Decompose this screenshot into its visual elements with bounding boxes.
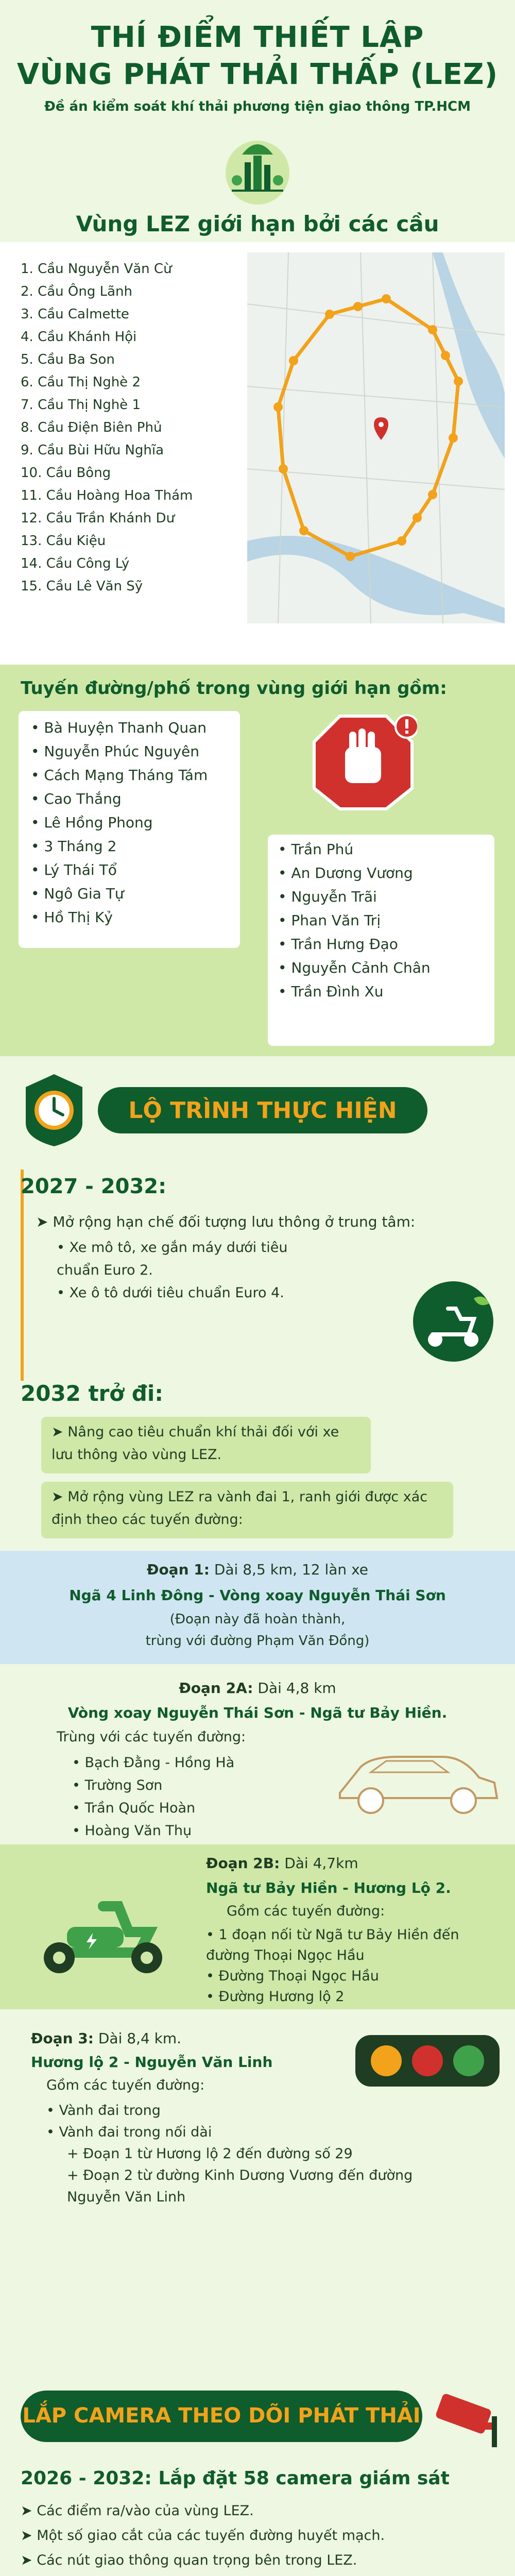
segment3-header: Đoạn 3: Dài 8,4 km. (31, 2030, 182, 2047)
street-item: • Nguyễn Phúc Nguyên (31, 743, 200, 760)
segment2b-header: Đoạn 2B: Dài 4,7km (206, 1855, 358, 1872)
segment2a-item: • Hoàng Văn Thụ (72, 1823, 192, 1839)
segment2b-item: • Đường Thoại Ngọc Hầu (206, 1968, 379, 1984)
segment2b-route: Ngã tư Bảy Hiền - Hương Lộ 2. (206, 1879, 451, 1896)
camera-header (0, 2370, 515, 2468)
lez-map (247, 252, 505, 623)
bridge-item: 4. Cầu Khánh Hội (21, 329, 137, 345)
phase2-b: ➤ Mở rộng vùng LEZ ra vành đai 1, ranh giới được xác định theo các tuyến đường: (52, 1489, 428, 1528)
roadmap-header (0, 1056, 515, 1159)
phase2-a: ➤ Nâng cao tiêu chuẩn khí thải đối với xe lưu thông vào vùng LEZ. (52, 1424, 339, 1463)
camera-phase1-item: ➤ Một số giao cắt của các tuyến đường huyết mạch. (21, 2528, 385, 2544)
bridge-item: 15. Cầu Lê Văn Sỹ (21, 579, 143, 594)
bridge-item: 6. Cầu Thị Nghè 2 (21, 375, 141, 390)
camera-phase1-item (21, 2573, 494, 2576)
camera-content (0, 2468, 515, 2576)
segment2b-list (206, 1925, 494, 2007)
roadmap-phase2 (0, 1381, 515, 2370)
segment2a-item: • Trường Sơn (72, 1777, 163, 1793)
segment2a-item: • Bạch Đằng - Hồng Hà (72, 1755, 235, 1771)
street-item: • Phan Văn Trị (278, 912, 381, 929)
segment2a-header: Đoạn 2A: Dài 4,8 km (179, 1680, 336, 1697)
street-item: • Bà Huyện Thanh Quan (31, 719, 207, 736)
bridge-item: 12. Cầu Trần Khánh Dư (21, 511, 175, 526)
segment1-route: Ngã 4 Linh Đông - Vòng xoay Nguyễn Thái Sơn (69, 1587, 446, 1604)
streets-heading: Tuyến đường/phố trong vùng giới hạn gồm: (21, 678, 447, 699)
segment1-header: Đoạn 1: Dài 8,5 km, 12 làn xe (146, 1561, 369, 1578)
phase2-title: 2032 trở đi: (21, 1381, 164, 1406)
streets-left-list (31, 716, 208, 929)
bridge-item: 8. Cầu Điện Biên Phủ (21, 420, 162, 435)
street-item: • Lê Hồng Phong (31, 814, 153, 831)
segment3-intro: Gồm các tuyến đường: (46, 2077, 205, 2093)
camera-phase1-list (21, 2499, 494, 2576)
bridge-item: 1. Cầu Nguyễn Văn Cừ (21, 261, 172, 277)
phase1-title: 2027 - 2032: (21, 1175, 167, 1198)
clock-icon (21, 1072, 88, 1149)
segment2b-item: • 1 đoạn nối từ Ngã tư Bảy Hiền đến đường Thoại Ngọc Hầu (206, 1927, 459, 1963)
street-item: • Trần Phú (278, 841, 354, 858)
bridge-item: 5. Cầu Ba Son (21, 352, 115, 367)
header (0, 0, 515, 242)
street-item: • Trần Đình Xu (278, 983, 384, 1000)
phase1-sub-item: • Xe ô tô dưới tiêu chuẩn Euro 4. (57, 1285, 284, 1301)
bridge-item: 3. Cầu Calmette (21, 307, 129, 322)
car-illustration (330, 1736, 505, 1824)
bridge-item: 2. Cầu Ông Lãnh (21, 284, 132, 299)
roadmap-phase1 (0, 1159, 515, 1381)
segment2a-route: Vòng xoay Nguyễn Thái Sơn - Ngã tư Bảy Hiền. (67, 1704, 448, 1721)
segment3-item: • Vành đai trong (46, 2103, 161, 2119)
bridge-item: 14. Cầu Công Lý (21, 556, 130, 571)
bridge-item: 7. Cầu Thị Nghè 1 (21, 397, 141, 413)
timeline-line (21, 1170, 24, 1381)
roadmap-heading: LỘ TRÌNH THỰC HIỆN (128, 1097, 397, 1124)
streets-right-list (278, 838, 431, 1004)
phase1-sub-item: • Xe mô tô, xe gắn máy dưới tiêu chuẩn Euro 2. (57, 1240, 288, 1278)
bridge-item: 9. Cầu Bùi Hữu Nghĩa (21, 443, 164, 458)
bridges-heading: Vùng LEZ giới hạn bởi các cầu (76, 211, 439, 236)
segment2a-intro: Trùng với các tuyến đường: (57, 1729, 246, 1745)
street-item: • Nguyễn Trãi (278, 888, 377, 905)
title-line1: THÍ ĐIỂM THIẾT LẬP (91, 21, 424, 54)
eco-scooter-icon (412, 1278, 494, 1365)
security-camera-icon (427, 2385, 505, 2452)
bridges-section (0, 242, 515, 665)
camera-phase1-item: ➤ Các nút giao thông quan trọng bên trong LEZ. (21, 2552, 357, 2568)
phase1-sub (57, 1236, 324, 1304)
phase1-main: ➤ Mở rộng hạn chế đối tượng lưu thông ở trung tâm: (36, 1213, 416, 1230)
streets-section (0, 665, 515, 1056)
street-item: • Lý Thái Tổ (31, 861, 117, 878)
segment3-item: • Vành đai trong nối dài (46, 2124, 212, 2140)
street-item: • 3 Tháng 2 (31, 838, 117, 855)
segment2b-intro: Gồm các tuyến đường: (227, 1903, 385, 1919)
title-line2: VÙNG PHÁT THẢI THẤP (LEZ) (16, 58, 499, 91)
bridge-item: 13. Cầu Kiệu (21, 533, 106, 549)
segment2a-list (72, 1752, 234, 1842)
eco-city-icon (216, 124, 299, 206)
segment1-note1: (Đoạn này đã hoàn thành, (169, 1612, 346, 1627)
street-item: • Trần Hưng Đạo (278, 936, 398, 953)
segment1-note2: trùng với đường Phạm Văn Đồng) (145, 1633, 370, 1649)
bridge-item: 10. Cầu Bông (21, 465, 111, 481)
camera-heading: LẮP CAMERA THEO DÕI PHÁT THẢI (22, 2404, 421, 2428)
traffic-light-icon (350, 2025, 505, 2097)
street-item: • Nguyễn Cảnh Chân (278, 959, 431, 976)
segment2a-item: • Trần Quốc Hoàn (72, 1800, 196, 1816)
bridges-list (21, 258, 237, 598)
segment3-subitem: + Đoạn 1 từ Hương lộ 2 đến đường số 29 (67, 2146, 353, 2162)
segment2b-item: • Đường Hương lộ 2 (206, 1989, 345, 2005)
no-entry-hand-icon (309, 711, 417, 814)
segment3-list (46, 2100, 458, 2208)
camera-phase1-title: 2026 - 2032: Lắp đặt 58 camera giám sát (21, 2468, 450, 2489)
camera-phase1-item: ➤ Các điểm ra/vào của vùng LEZ. (21, 2503, 254, 2519)
segment3-route: Hương lộ 2 - Nguyễn Văn Linh (31, 2054, 273, 2071)
segment3-subitem: + Đoạn 2 từ đường Kinh Dương Vương đến đường Nguyễn Văn Linh (67, 2167, 413, 2205)
street-item: • Ngô Gia Tự (31, 885, 124, 902)
electric-scooter-icon (31, 1875, 175, 1978)
street-item: • An Dương Vương (278, 865, 413, 882)
subtitle: Đề án kiểm soát khí thải phương tiện giao thông TP.HCM (44, 99, 471, 114)
street-item: • Cao Thắng (31, 790, 122, 807)
street-item: • Hồ Thị Kỷ (31, 909, 113, 926)
bridge-item: 11. Cầu Hoàng Hoa Thám (21, 488, 193, 503)
street-item: • Cách Mạng Tháng Tám (31, 767, 208, 784)
